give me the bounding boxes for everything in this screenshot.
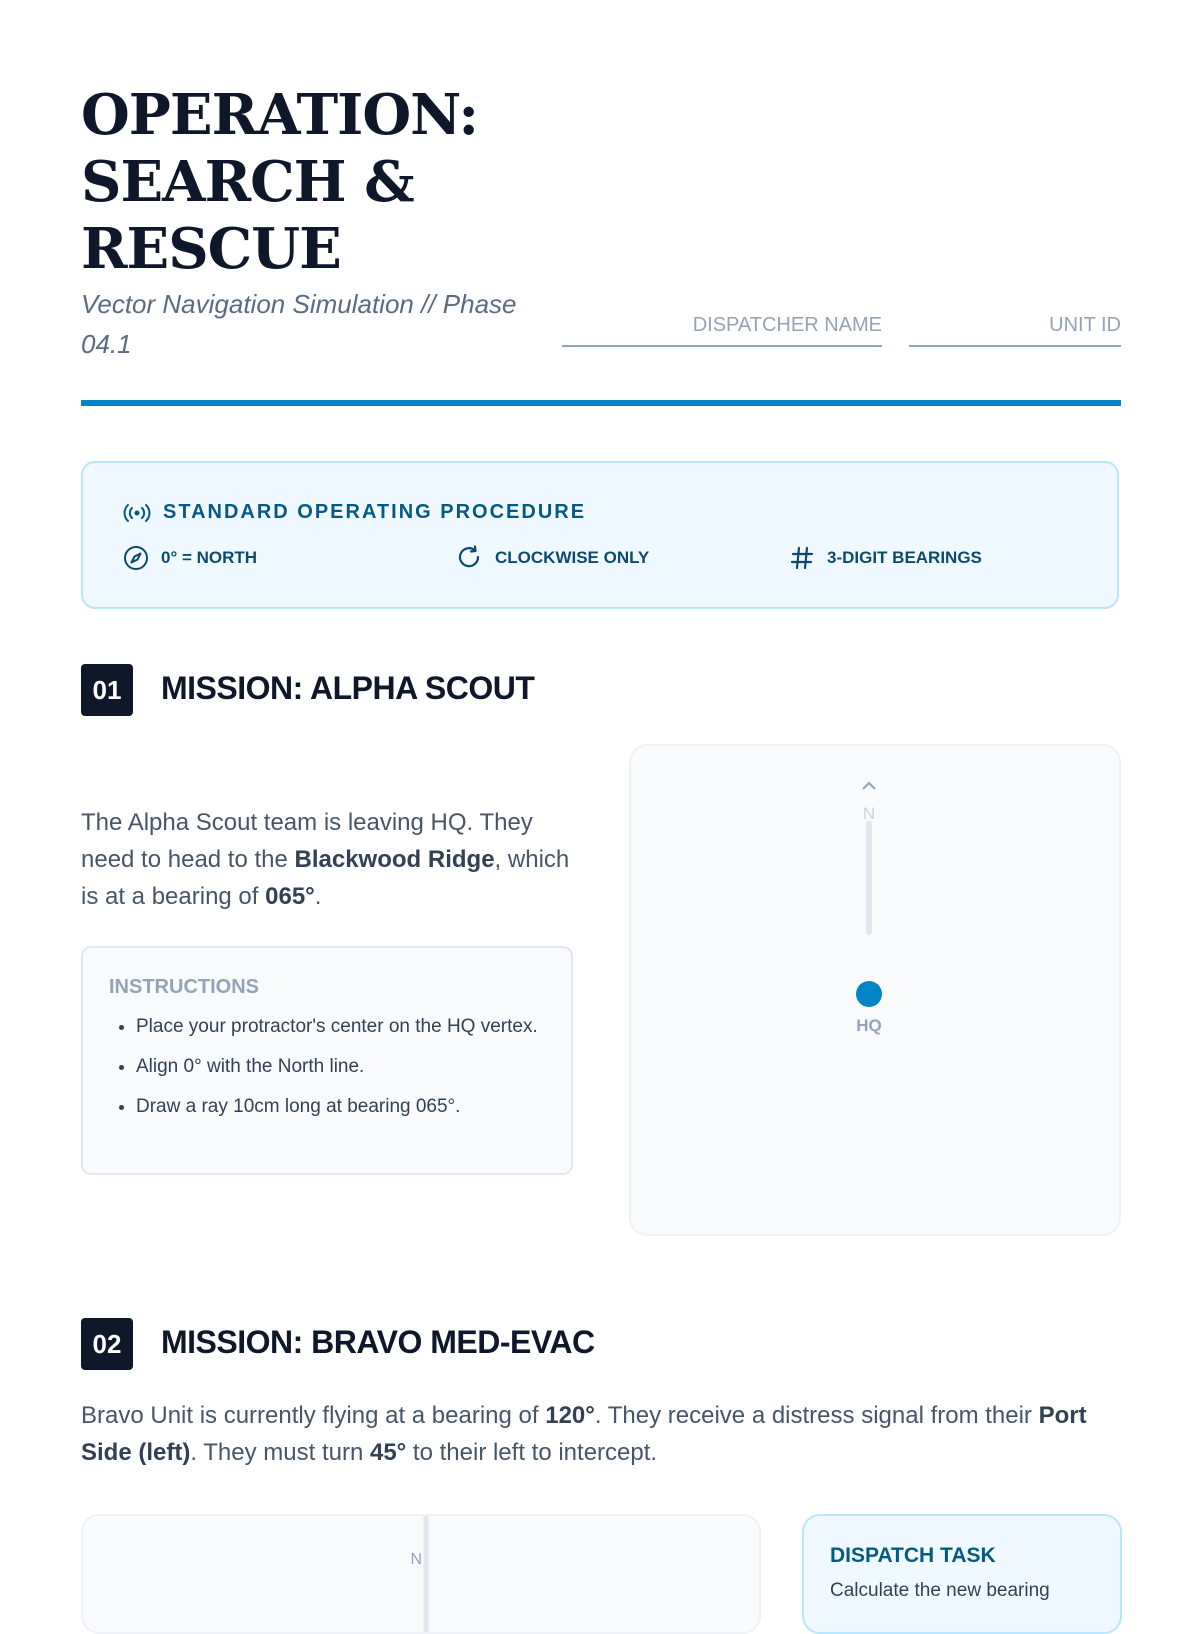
sop-item-north	[123, 545, 257, 571]
mission-title: MISSION: ALPHA SCOUT	[161, 670, 535, 706]
north-arrow-icon	[863, 783, 875, 789]
desc-text: Bravo Unit is currently flying at a bearing of	[81, 1402, 546, 1429]
sop-item-label: 3-DIGIT BEARINGS	[827, 548, 982, 567]
list-item: • Place your protractor's center on the HQ vertex.	[136, 1014, 566, 1040]
mission-description	[81, 1397, 1121, 1471]
header-divider	[81, 400, 1121, 406]
desc-text: . They receive a distress signal from their	[594, 1402, 1039, 1429]
instructions-heading: INSTRUCTIONS	[109, 976, 259, 998]
hash-icon	[789, 545, 815, 571]
instructions-list	[109, 1014, 566, 1134]
mission-number: 01	[81, 664, 133, 716]
compass-icon	[123, 545, 149, 571]
desc-text: . They must turn	[190, 1439, 370, 1466]
dispatch-task-panel	[802, 1514, 1122, 1634]
north-label: N	[862, 804, 876, 823]
turn-angle: 45°	[369, 1439, 407, 1466]
bearing-value: 120°	[545, 1402, 595, 1429]
port-side-label: Port Side (left)	[81, 1402, 1087, 1466]
page-subtitle: Vector Navigation Simulation // Phase 04.1	[81, 289, 517, 359]
radio-signal-icon	[123, 503, 151, 523]
hq-vertex[interactable]	[856, 981, 882, 1007]
sop-item-bearings	[789, 545, 982, 571]
map-canvas[interactable]	[83, 1516, 759, 1632]
mission-description	[81, 804, 571, 915]
desc-text: .	[314, 883, 322, 910]
desc-text: The Alpha Scout team is leaving HQ. They need to head to the	[81, 809, 533, 873]
sop-item-clockwise	[457, 545, 649, 571]
desc-text: , which is at a bearing of	[81, 846, 570, 910]
dispatch-text: Calculate the new bearing	[830, 1580, 1050, 1601]
navigation-map[interactable]	[81, 1514, 761, 1634]
list-item: • Draw a ray 10cm long at bearing 065°.	[136, 1094, 566, 1120]
mission-number: 02	[81, 1318, 133, 1370]
sop-heading	[123, 501, 586, 524]
instructions-panel	[81, 946, 573, 1175]
bearing-value: 065°	[265, 883, 315, 910]
map-canvas[interactable]	[631, 746, 1119, 1234]
sop-panel	[81, 461, 1119, 609]
sop-heading-label: STANDARD OPERATING PROCEDURE	[163, 501, 587, 523]
navigation-map[interactable]	[629, 744, 1121, 1236]
destination-name: Blackwood Ridge	[294, 846, 495, 873]
unit-id-field[interactable]: UNIT ID	[909, 305, 1121, 347]
dispatch-heading: DISPATCH TASK	[830, 1544, 996, 1567]
mission-title: MISSION: BRAVO MED-EVAC	[161, 1324, 595, 1360]
dispatcher-name-field[interactable]: DISPATCHER NAME	[562, 305, 882, 347]
hq-label: HQ	[856, 1016, 882, 1035]
list-item: • Align 0° with the North line.	[136, 1054, 566, 1080]
page-title: OPERATION: SEARCH & RESCUE	[81, 82, 479, 282]
sop-item-label: 0° = NORTH	[161, 548, 258, 567]
sop-item-label: CLOCKWISE ONLY	[495, 548, 650, 567]
rotate-clockwise-icon	[457, 545, 483, 571]
desc-text: to their left to intercept.	[406, 1439, 658, 1466]
north-label: N	[410, 1551, 422, 1568]
